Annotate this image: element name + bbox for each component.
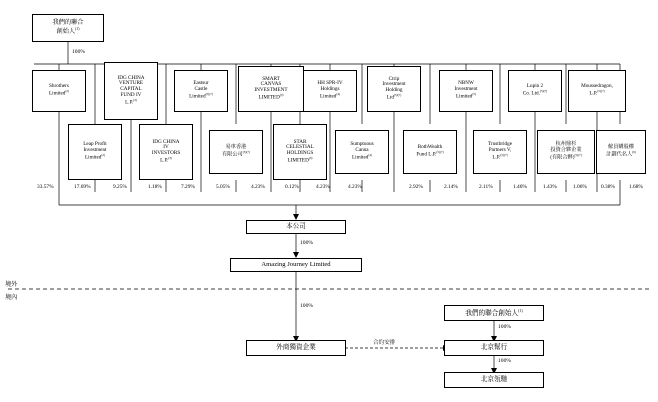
box-tier1-4: HH SPR-IV Holdings Limited$^{(4)}$ [303, 70, 357, 112]
pct-beijing-to-jiayuan: 100% [498, 358, 512, 364]
box-tier1-8: Moussedragon, L.P.$^{(5)(7)}$ [568, 70, 626, 112]
pct-3: 1.18% [148, 184, 162, 190]
pct-12: 2.11% [479, 184, 493, 190]
box-tier2-0: Leap Profit Investment Limited$^{(2)}$ [68, 124, 122, 180]
box-tier1-0: Shrothers Limited$^{(2)}$ [32, 70, 86, 112]
pct-0: 33.57% [37, 184, 54, 190]
pct-founders-top: 100% [72, 49, 86, 55]
box-company: 本公司 [246, 220, 346, 234]
box-tier1-3: SMART CANVAS INVESTMENT LIMITED$^{(3)}$ [238, 66, 304, 112]
box-amazing-journey: Amazing Journey Limited [230, 258, 362, 272]
pct-8: 4.23% [316, 184, 330, 190]
pct-founders-right: 100% [498, 324, 512, 330]
box-beijing-cheyipai: 北京幫行 [444, 340, 544, 356]
box-tier1-5: Ctrip Investment Holding Ltd$^{(5)(7)}$ [367, 66, 421, 112]
box-wfoe: 外商獨資企業 [246, 340, 346, 356]
pct-15: 1.06% [573, 184, 587, 190]
box-tier1-6: NBNW Investment Limited$^{(5)}$ [439, 70, 493, 112]
pct-16: 0.38% [601, 184, 615, 190]
pct-17: 1.68% [629, 184, 643, 190]
box-founders-top [32, 14, 104, 42]
box-tier2-4: Sumptuous Canna Limited$^{(4)}$ [335, 130, 389, 174]
pct-4: 7.29% [181, 184, 195, 190]
box-tier1-1: IDG CHINA VENTURE CAPITAL FUND IV L.P.$^{(3)}$ [104, 62, 158, 120]
pct-6: 4.23% [251, 184, 265, 190]
box-founders-right: 我們的聯合創始人$^{(1)}$ [444, 305, 544, 321]
box-tier2-5: BothWealth Fund L.P.$^{(5)(7)}$ [403, 130, 457, 174]
pct-10: 2.92% [409, 184, 423, 190]
box-tier1-2: Eastsur Castle Limited$^{(5)(7)}$ [174, 70, 228, 112]
box-beijing-jiayuan: 北京瓴馳 [444, 372, 544, 388]
box-founders-top-label: 我們的聯合 創始人$^{(1)}$ [52, 19, 84, 36]
pct-9: 4.23% [348, 184, 362, 190]
pct-1: 17.69% [74, 184, 91, 190]
pct-13: 1.46% [513, 184, 527, 190]
label-contractual-arrangement: 合約安排 [373, 340, 396, 346]
box-tier2-6: Trustbridge Partners V, L.P.$^{(5)(7)}$ [473, 130, 527, 174]
pct-14: 1.43% [543, 184, 557, 190]
box-tier2-8: 僱員購股權 計劃代名人$^{(6)}$ [596, 130, 646, 174]
pct-5: 5.05% [216, 184, 230, 190]
pct-7: 0.12% [285, 184, 299, 190]
pct-amazing-to-wfoe: 100% [300, 303, 314, 309]
box-tier2-1: IDG CHINA IV INVESTORS L.P.$^{(3)}$ [139, 124, 193, 180]
label-offshore: 境外 [5, 281, 18, 288]
box-tier1-7: Lupin 2 Co. Ltd.$^{(5)(7)}$ [508, 70, 562, 112]
label-onshore: 境內 [5, 294, 18, 301]
pct-2: 9.25% [113, 184, 127, 190]
box-tier2-2: 易車香港 有限公司$^{(5)(7)}$ [209, 130, 263, 174]
box-tier2-7: 杭州鼎杉 投資合夥企業 (有限合夥)$^{(5)(7)}$ [537, 130, 595, 174]
pct-company-to-amazing: 100% [300, 240, 314, 246]
pct-11: 2.14% [444, 184, 458, 190]
box-tier2-3: STAR CELESTIAL HOLDINGS LIMITED$^{(3)}$ [273, 124, 327, 180]
